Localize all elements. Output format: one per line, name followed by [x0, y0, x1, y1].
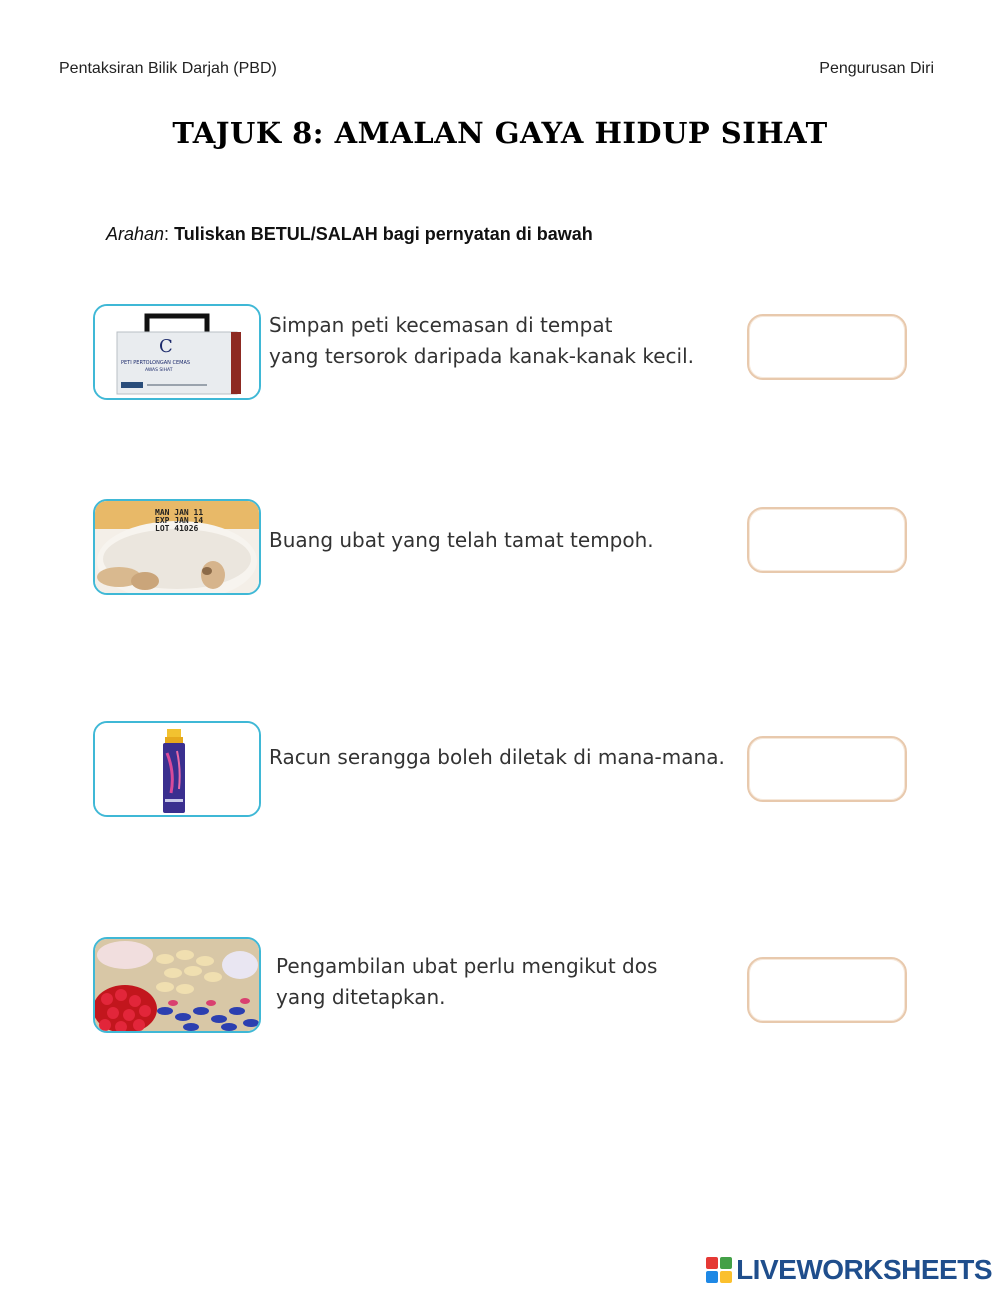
instruction-separator: : — [164, 224, 175, 244]
statement-1-line-2: yang tersorok daripada kanak-kanak kecil. — [269, 344, 695, 368]
question-row-1 — [0, 300, 1000, 400]
label-line-3: LOT 41026 — [155, 524, 199, 533]
instruction-label: Arahan — [106, 224, 165, 244]
question-row-4 — [0, 935, 1000, 1035]
statement-2-line-1: Buang ubat yang telah tamat tempoh. — [269, 528, 654, 552]
question-row-2 — [0, 495, 1000, 595]
answer-box-4[interactable] — [747, 957, 907, 1023]
kit-label: PETI PERTOLONGAN CEMAS — [121, 360, 191, 366]
mark-square-v — [706, 1271, 718, 1283]
statement-3-line-1: Racun serangga boleh diletak di mana-mana. — [269, 745, 725, 769]
statement-2 — [269, 525, 654, 556]
first-aid-kit-icon — [93, 304, 261, 400]
statement-4-line-2: yang ditetapkan. — [276, 985, 446, 1009]
insecticide-spray-icon — [93, 721, 261, 817]
statement-4 — [276, 951, 657, 1013]
instruction-text: Tuliskan BETUL/SALAH bagi pernyatan di bawah — [174, 224, 593, 244]
kit-symbol: C — [159, 336, 173, 357]
page-title: TAJUK 8: AMALAN GAYA HIDUP SIHAT — [172, 116, 828, 150]
answer-box-3[interactable] — [747, 736, 907, 802]
mark-square-l — [706, 1257, 718, 1269]
header-left: Pentaksiran Bilik Darjah (PBD) — [59, 60, 277, 77]
instruction — [106, 224, 593, 245]
statement-3 — [269, 742, 725, 773]
mark-square-i — [720, 1257, 732, 1269]
insecticide-spray-illustration — [95, 723, 259, 815]
pills-illustration — [95, 939, 259, 1031]
liveworksheets-text: LIVEWORKSHEETS — [736, 1254, 992, 1285]
label-line-1: MAN JAN 11 — [155, 508, 204, 517]
expired-medicine-illustration — [95, 501, 259, 593]
expired-medicine-icon — [93, 499, 261, 595]
kit-sublabel: AWAS SIHAT — [145, 368, 173, 373]
header-right: Pengurusan Diri — [819, 60, 934, 77]
liveworksheets-logo[interactable] — [706, 1254, 992, 1286]
first-aid-kit-illustration — [95, 306, 259, 398]
statement-1 — [269, 310, 694, 372]
answer-box-1[interactable] — [747, 314, 907, 380]
statement-4-line-1: Pengambilan ubat perlu mengikut dos — [276, 954, 658, 978]
liveworksheets-mark-icon — [706, 1257, 732, 1283]
pills-icon — [93, 937, 261, 1033]
question-row-3 — [0, 718, 1000, 818]
label-line-2: EXP JAN 14 — [155, 516, 204, 525]
mark-square-e — [720, 1271, 732, 1283]
answer-box-2[interactable] — [747, 507, 907, 573]
statement-1-line-1: Simpan peti kecemasan di tempat — [269, 313, 613, 337]
